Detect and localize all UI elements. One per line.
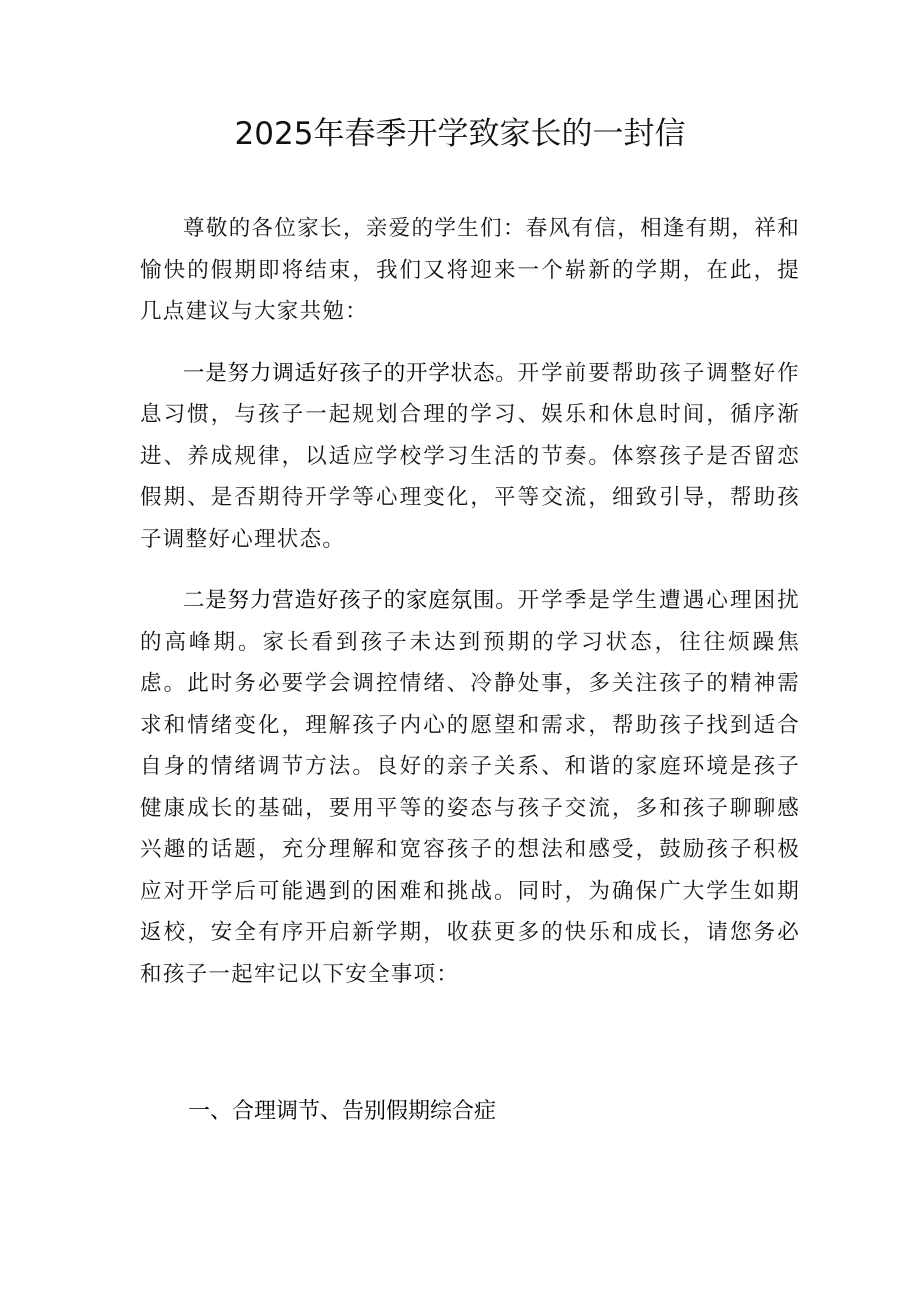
paragraph-lead: 二是努力营造好孩子的家庭氛围。: [183, 588, 518, 613]
paragraph-lead: 一是努力调适好孩子的开学状态。: [183, 360, 518, 386]
paragraph-text: 尊敬的各位家长，亲爱的学生们：春风有信，相逢有期，祥和愉快的假期即将结束，我们又将迎来一个崭新的学期，在此，提几点建议与大家共勉：: [140, 216, 800, 324]
paragraph-text: 开学季是学生遭遇心理困扰的高峰期。家长看到孩子未达到预期的学习状态，往往烦躁焦虑。此时务必要学会调控情绪、冷静处事，多关注孩子的精神需求和情绪变化，理解孩子内心的愿望和需求，帮助孩子找到适合自身的情绪调节方法。良好的亲子关系、和谐的家庭环境是孩子健康成长的基础，要用平等的姿态与孩子交流，多和孩子聊聊感兴趣的话题，充分理解和宽容孩子的想法和感受，鼓励孩子积极应对开学后可能遇到的困难和挑战。同时，为确保广大学生如期返校，安全有序开启新学期，收获更多的快乐和成长，请您务必和孩子一起牢记以下安全事项：: [140, 588, 800, 987]
section-heading: 一、合理调节、告别假期综合症: [188, 1099, 497, 1124]
paragraph-suggestion-two: [140, 580, 800, 995]
paragraph-text: 开学前要帮助孩子调整好作息习惯，与孩子一起规划合理的学习、娱乐和休息时间，循序渐进、养成规律，以适应学校学习生活的节奏。体察孩子是否留恋假期、是否期待开学等心理变化，平等交流，细致引导，帮助孩子调整好心理状态。: [140, 360, 800, 552]
paragraph-greeting: [140, 208, 800, 333]
paragraph-suggestion-one: [140, 353, 800, 561]
document-body: [140, 208, 800, 1015]
document-title: 2025年春季开学致家长的一封信: [234, 116, 686, 152]
